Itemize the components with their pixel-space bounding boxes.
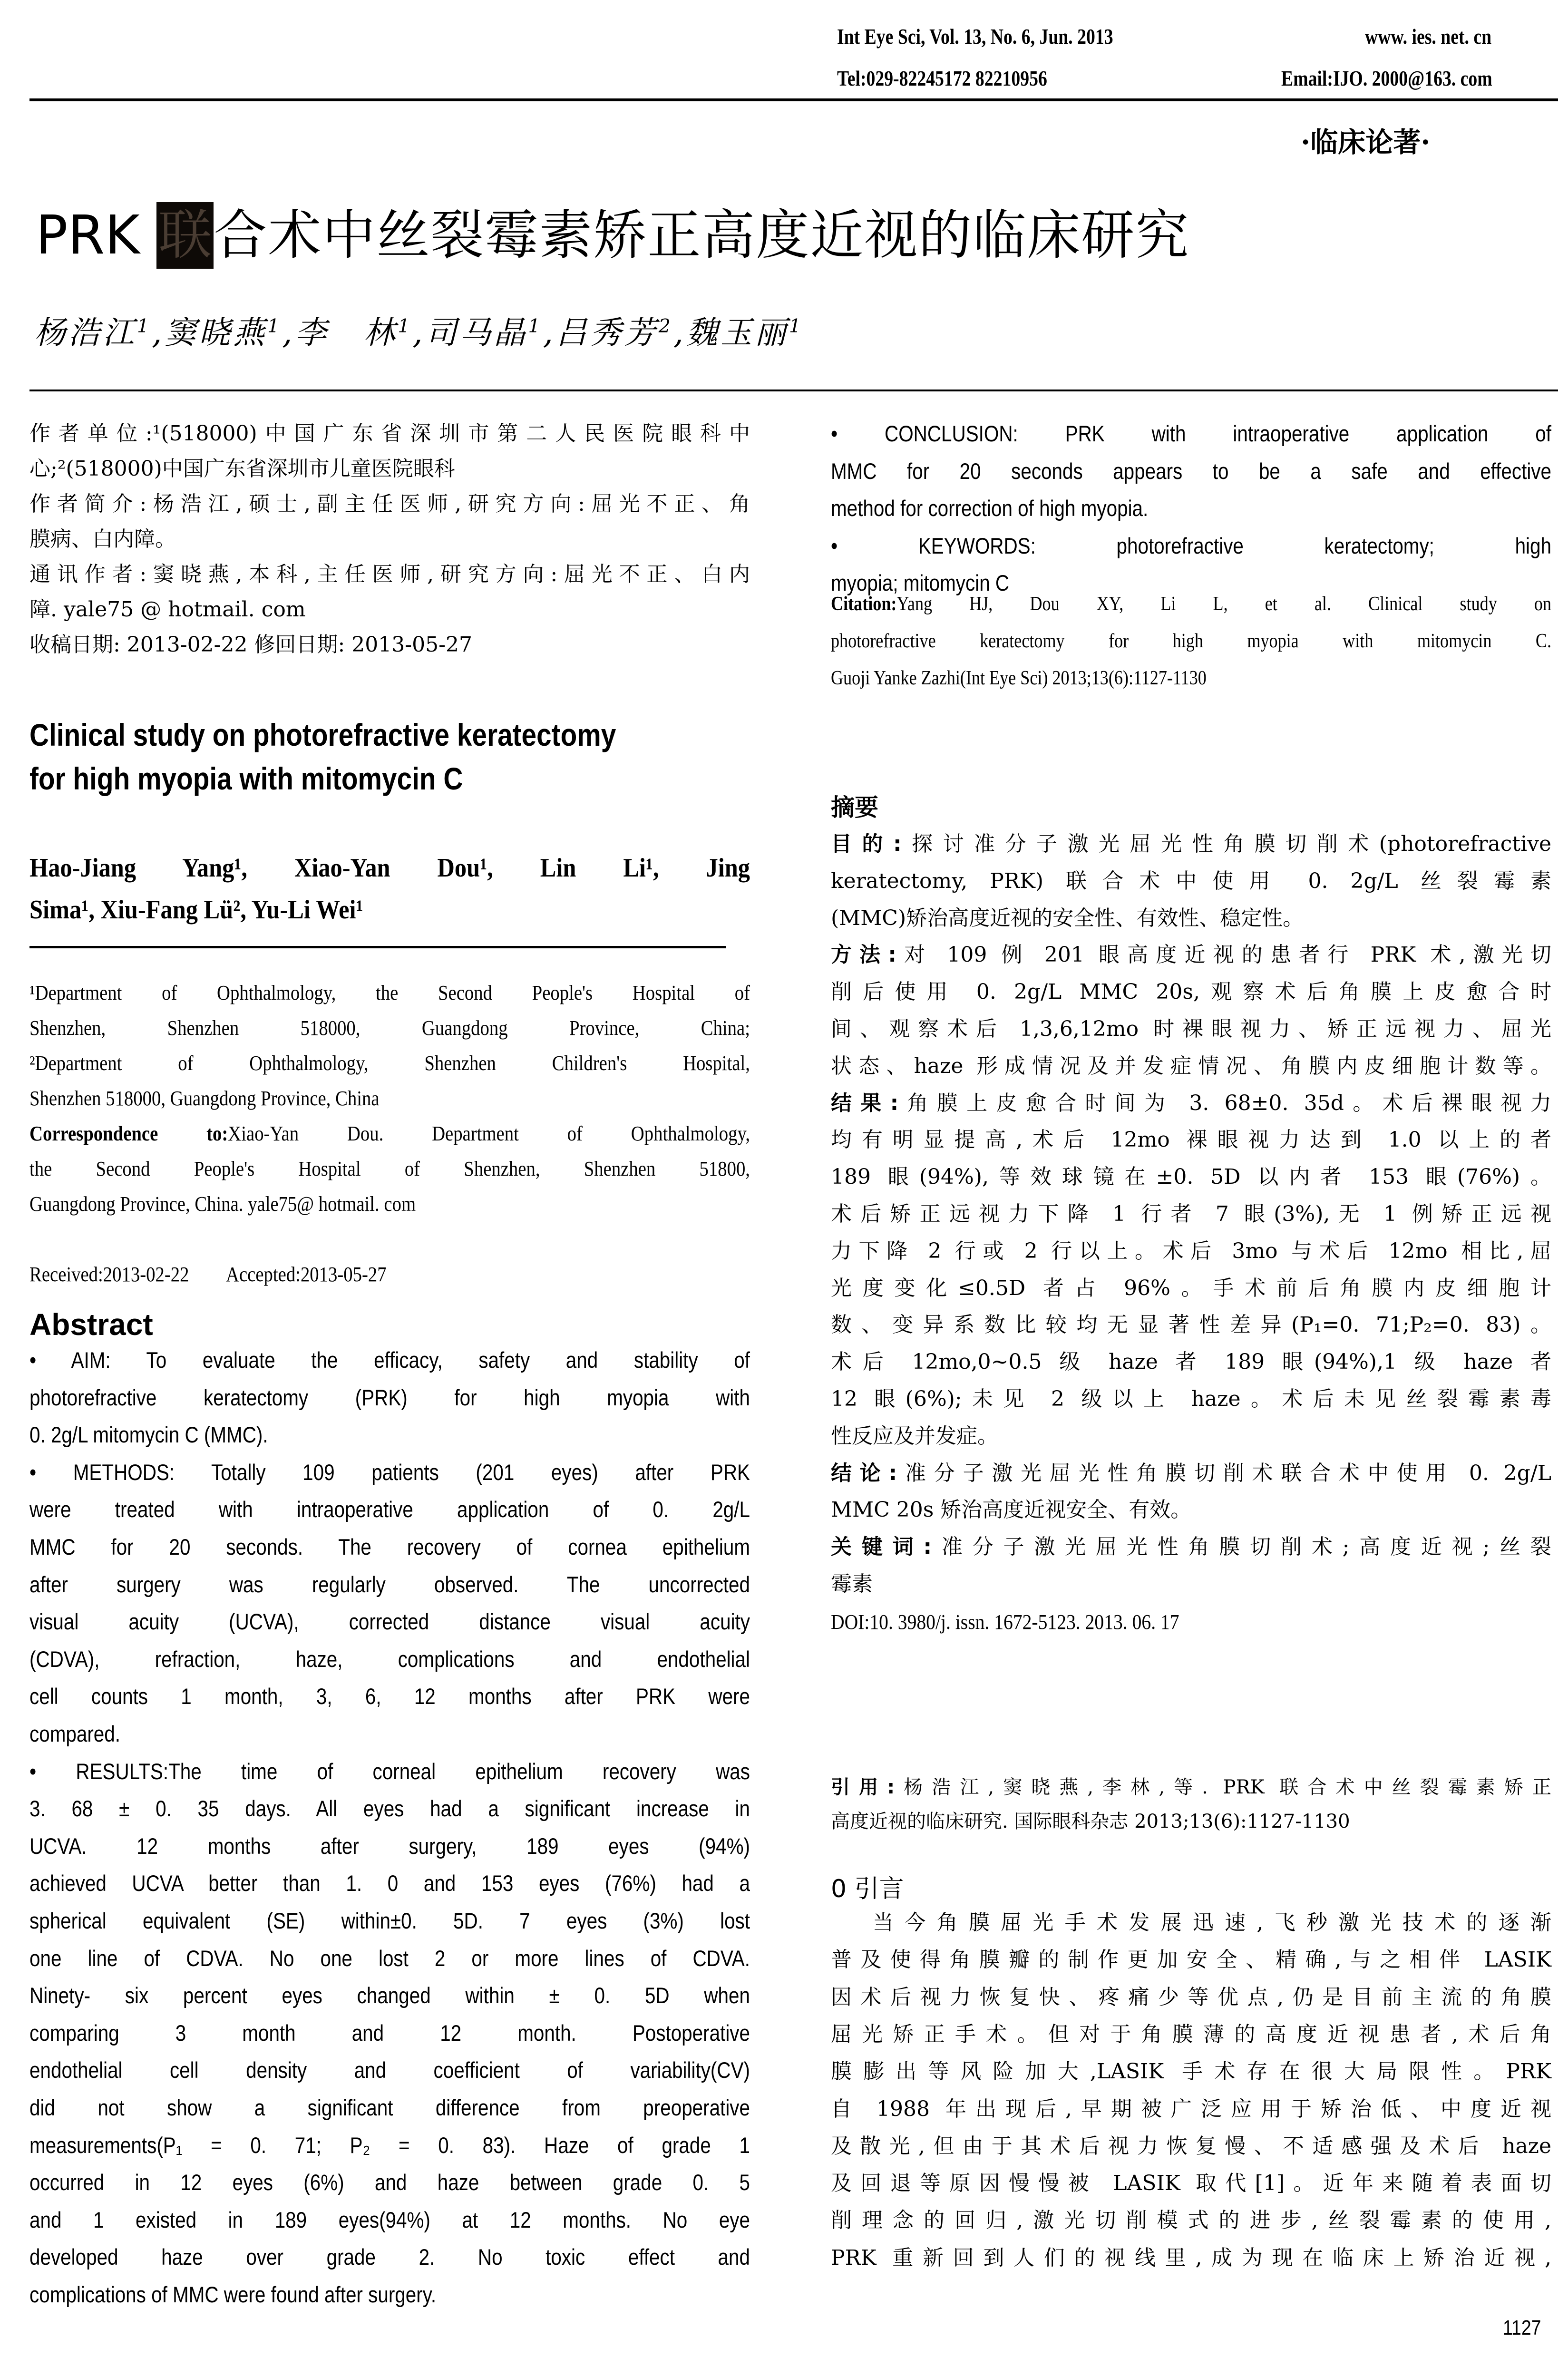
- intro-line: 屈光矫正手术。但对于角膜薄的高度近视患者,术后角: [831, 2022, 1551, 2046]
- intro-line: 膜膨出等风险加大,LASIK 手术存在很大局限性。PRK: [831, 2059, 1551, 2084]
- results-text: 角膜上皮愈合时间为 3. 68±0. 35d。术后裸眼视力: [898, 1091, 1551, 1115]
- abstract-line: 0. 2g/L mitomycin C (MMC).: [29, 1422, 268, 1448]
- journal-tel: Tel:029-82245172 82210956: [837, 66, 1047, 90]
- en-authors-line: Hao-Jiang Yang¹, Xiao-Yan Dou¹, Lin Li¹, Jing: [29, 853, 750, 883]
- abstract-line: were treated with intraoperative application of 0. 2g/L: [29, 1497, 750, 1522]
- keywords-line: myopia; mitomycin C: [831, 570, 1010, 596]
- author-affil-mark: 2: [658, 315, 673, 337]
- abstract-line: occurred in 12 eyes (6%) and haze between grade 0. 5: [29, 2170, 750, 2195]
- abstract-line: • RESULTS:The time of corneal epithelium recovery was: [29, 1758, 750, 1784]
- intro-line: 因术后视力恢复快、疼痛少等优点,仍是目前主流的角膜: [831, 1985, 1551, 2009]
- abstract-line: developed haze over grade 2. No toxic effect and: [29, 2244, 750, 2270]
- methods: [831, 941, 1551, 969]
- intro-line: 当今角膜屈光手术发展迅速,飞秒激光技术的逐渐: [873, 1910, 1551, 1935]
- keywords-zh: [831, 1533, 1551, 1561]
- abstract-line: • METHODS: Totally 109 patients (201 eyes) after PRK: [29, 1459, 750, 1485]
- correspondence-label: Correspondence to:: [29, 1122, 228, 1145]
- authors-cn: [34, 312, 804, 354]
- affiliation-cn-line: 障. yale75 @ hotmail. com: [29, 597, 306, 622]
- abstract-line: visual acuity (UCVA), corrected distance visual acuity: [29, 1609, 750, 1635]
- abstract-line: UCVA. 12 months after surgery, 189 eyes (94%): [29, 1833, 750, 1859]
- aim: keratectomy, PRK) 联合术中使用 0. 2g/L 丝裂霉素: [831, 868, 1551, 893]
- citation-text: Yang HJ, Dou XY, Li L, et al. Clinical study on: [896, 593, 1551, 615]
- conclusion-line: method for correction of high myopia.: [831, 496, 1149, 521]
- affiliation-cn-line: 作者简介:杨浩江,硕士,副主任医师,研究方向:屈光不正、角: [29, 492, 750, 516]
- results: 189 眼(94%),等效球镜在±0. 5D 以内者 153 眼(76%)。: [831, 1165, 1551, 1189]
- en-authors-rule: [29, 946, 726, 948]
- accepted-date: Accepted:2013-05-27: [226, 1263, 387, 1286]
- zh-abstract-heading: 摘要: [831, 793, 878, 821]
- section-label: ·临床论著·: [1301, 126, 1431, 158]
- author-cn: ,窦晓燕: [152, 314, 268, 351]
- abstract-line: 3. 68 ± 0. 35 days. All eyes had a significant increase in: [29, 1796, 750, 1822]
- journal-email: Email:IJO. 2000@163. com: [1281, 66, 1492, 90]
- keywords-zh-text: 准分子激光屈光性角膜切削术;高度近视;丝裂: [932, 1535, 1551, 1559]
- abstract-line: and 1 existed in 189 eyes(94%) at 12 months. No eye: [29, 2207, 750, 2232]
- affiliation-en-line: ¹Department of Ophthalmology, the Second People's Hospital of: [29, 981, 750, 1004]
- methods: 削后使用 0. 2g/L MMC 20s,观察术后角膜上皮愈合时: [831, 980, 1551, 1004]
- title-prefix: PRK: [36, 205, 157, 266]
- abstract-line: one line of CDVA. No one lost 2 or more lines of CDVA.: [29, 1945, 750, 1971]
- abstract-line: measurements(P₁ = 0. 71; P₂ = 0. 83). Haze of grade 1: [29, 2132, 750, 2158]
- intro-line: 及散光,但由于其术后视力恢复慢、不适感强及术后 haze: [831, 2133, 1551, 2158]
- correspondence: [29, 1120, 750, 1148]
- cite-zh-text: 杨浩江,窦晓燕,李林,等. PRK 联合术中丝裂霉素矫正: [895, 1776, 1552, 1798]
- conclusion-zh: MMC 20s 矫治高度近视安全、有效。: [831, 1498, 1192, 1522]
- results: 数、变异系数比较均无显著性差异(P₁=0. 71;P₂=0. 83)。: [831, 1313, 1551, 1337]
- page-title: [36, 202, 1189, 269]
- keywords-zh: 霉素: [831, 1572, 873, 1596]
- affiliation-cn-line: 膜病、白内障。: [29, 527, 176, 551]
- citation-label: Citation:: [831, 593, 897, 615]
- cite-zh: 高度近视的临床研究. 国际眼科杂志 2013;13(6):1127-1130: [831, 1811, 1350, 1832]
- keywords-line: • KEYWORDS: photorefractive keratectomy; high: [831, 533, 1551, 558]
- abstract-line: photorefractive keratectomy (PRK) for high myopia with: [29, 1384, 750, 1410]
- abstract-line: Ninety- six percent eyes changed within ± 0. 5D when: [29, 1983, 750, 2008]
- results: 性反应及并发症。: [831, 1423, 998, 1448]
- intro-heading: 0 引言: [831, 1875, 904, 1903]
- journal-website: www. ies. net. cn: [1365, 24, 1492, 49]
- correspondence: the Second People's Hospital of Shenzhen, Shenzhen 51800,: [29, 1157, 750, 1180]
- author-cn: 杨浩江: [34, 314, 137, 351]
- results: [831, 1089, 1551, 1118]
- affiliation-en-line: ²Department of Ophthalmology, Shenzhen Children's Hospital,: [29, 1052, 750, 1075]
- intro-line: 及回退等原因慢慢被 LASIK 取代[1]。近年来随着表面切: [831, 2171, 1551, 2196]
- methods: 状态、haze 形成情况及并发症情况、角膜内皮细胞计数等。: [831, 1053, 1551, 1078]
- author-cn: ,吕秀芳: [543, 314, 659, 351]
- author-affil-mark: 1: [789, 315, 804, 337]
- cite-zh-label: 引用:: [831, 1776, 895, 1798]
- citation: photorefractive keratectomy for high myopia with mitomycin C.: [831, 630, 1551, 652]
- correspondence-text: Xiao-Yan Dou. Department of Ophthalmology,: [228, 1122, 750, 1145]
- abstract-line: complications of MMC were found after surgery.: [29, 2282, 437, 2307]
- affiliation-en-line: Shenzhen 518000, Guangdong Province, China: [29, 1087, 380, 1110]
- methods-text: 对 109 例 201 眼高度近视的患者行 PRK 术,激光切: [896, 943, 1551, 967]
- aim-label: 目的:: [831, 832, 902, 856]
- abstract-line: spherical equivalent (SE) within±0. 5D. 7 eyes (3%) lost: [29, 1908, 750, 1933]
- conclusion-zh: [831, 1459, 1551, 1488]
- aim: [831, 830, 1551, 858]
- methods: 间、观察术后 1,3,6,12mo 时裸眼视力、矫正远视力、屈光: [831, 1017, 1551, 1041]
- cite-zh: [831, 1773, 1551, 1802]
- journal-info: Int Eye Sci, Vol. 13, No. 6, Jun. 2013: [837, 24, 1113, 49]
- abstract-line: compared.: [29, 1721, 120, 1746]
- title-highlight: 联: [156, 202, 214, 269]
- affiliation-en-line: Shenzhen, Shenzhen 518000, Guangdong Province, China;: [29, 1016, 750, 1040]
- author-cn: ,魏玉丽: [673, 314, 789, 351]
- correspondence: Guangdong Province, China. yale75@ hotmail. com: [29, 1192, 416, 1216]
- intro-line: 普及使得角膜瓣的制作更加安全、精确,与之相伴 LASIK: [831, 1948, 1552, 1972]
- affiliation-cn-line: 收稿日期: 2013-02-22 修回日期: 2013-05-27: [29, 633, 472, 657]
- abstract-line: did not show a significant difference from preoperative: [29, 2095, 750, 2120]
- header-rule: [29, 98, 1558, 101]
- intro-line: 削理念的回归,激光切削模式的进步,丝裂霉素的使用,: [831, 2208, 1551, 2233]
- results: 术后矫正远视力下降 1 行者 7 眼(3%),无 1 例矫正远视: [831, 1202, 1551, 1226]
- abstract-line: MMC for 20 seconds. The recovery of cornea epithelium: [29, 1534, 750, 1559]
- conclusion-zh-text: 准分子激光屈光性角膜切削术联合术中使用 0. 2g/L: [897, 1461, 1551, 1485]
- author-affil-mark: 1: [398, 315, 413, 337]
- author-affil-mark: 1: [528, 315, 543, 337]
- conclusion-line: MMC for 20 seconds appears to be a safe and effective: [831, 458, 1551, 484]
- authors-rule: [29, 390, 1558, 391]
- aim: (MMC)矫治高度近视的安全性、有效性、稳定性。: [831, 906, 1304, 930]
- en-title-line: Clinical study on photorefractive keratectomy: [29, 717, 616, 752]
- affiliation-cn-line: 心;²(518000)中国广东省深圳市儿童医院眼科: [29, 457, 455, 481]
- aim-text: 探讨准分子激光屈光性角膜切削术(photorefractive: [901, 832, 1551, 856]
- received-date: Received:2013-02-22: [29, 1263, 189, 1286]
- abstract-heading: Abstract: [29, 1307, 153, 1342]
- conclusion-line: • CONCLUSION: PRK with intraoperative application of: [831, 421, 1551, 446]
- author-affil-mark: 1: [137, 315, 152, 337]
- en-title-line: for high myopia with mitomycin C: [29, 761, 463, 796]
- citation: [831, 590, 1551, 618]
- page-number: 1127: [1503, 2316, 1541, 2339]
- intro-line: 自 1988 年出现后,早期被广泛应用于矫治低、中度近视: [831, 2096, 1551, 2121]
- results: 力下降 2 行或 2 行以上。术后 3mo 与术后 12mo 相比,屈: [831, 1238, 1551, 1263]
- abstract-line: • AIM: To evaluate the efficacy, safety and stability of: [29, 1347, 750, 1373]
- results: 均有明显提高,术后 12mo 裸眼视力达到 1.0 以上的者: [831, 1128, 1551, 1152]
- abstract-line: cell counts 1 month, 3, 6, 12 months after PRK were: [29, 1684, 750, 1709]
- affiliation-cn-line: 作者单位:¹(518000)中国广东省深圳市第二人民医院眼科中: [29, 421, 750, 446]
- results: 术后 12mo,0~0.5 级 haze 者 189 眼(94%),1 级 haze 者: [831, 1350, 1551, 1374]
- results-label: 结果:: [831, 1091, 899, 1115]
- abstract-line: (CDVA), refraction, haze, complications and endothelial: [29, 1646, 750, 1672]
- affiliation-cn-line: 通讯作者:窦晓燕,本科,主任医师,研究方向:屈光不正、白内: [29, 562, 750, 586]
- abstract-line: achieved UCVA better than 1. 0 and 153 eyes (76%) had a: [29, 1870, 750, 1896]
- en-authors-line: Sima¹, Xiu-Fang Lü², Yu-Li Wei¹: [29, 895, 363, 925]
- conclusion-zh-label: 结论:: [831, 1461, 897, 1485]
- author-cn: ,司马晶: [412, 314, 528, 351]
- results: 12 眼(6%);未见 2 级以上 haze。术后未见丝裂霉素毒: [831, 1387, 1551, 1411]
- abstract-line: comparing 3 month and 12 month. Postoperative: [29, 2020, 750, 2046]
- keywords-zh-label: 关键词:: [831, 1535, 932, 1559]
- author-cn: ,李 林: [282, 314, 398, 351]
- citation: Guoji Yanke Zazhi(Int Eye Sci) 2013;13(6):1127-1130: [831, 667, 1207, 689]
- results: 光度变化≤0.5D 者占 96%。手术前后角膜内皮细胞计: [831, 1276, 1551, 1300]
- abstract-line: endothelial cell density and coefficient of variability(CV): [29, 2057, 750, 2083]
- title-rest: 合术中丝裂霉素矫正高度近视的临床研究: [214, 205, 1190, 266]
- author-affil-mark: 1: [267, 315, 282, 337]
- doi: DOI:10. 3980/j. issn. 1672-5123. 2013. 06. 17: [831, 1610, 1179, 1634]
- intro-line: PRK 重新回到人们的视线里,成为现在临床上矫治近视,: [831, 2245, 1551, 2270]
- methods-label: 方法:: [831, 943, 896, 967]
- abstract-line: after surgery was regularly observed. The uncorrected: [29, 1571, 750, 1597]
